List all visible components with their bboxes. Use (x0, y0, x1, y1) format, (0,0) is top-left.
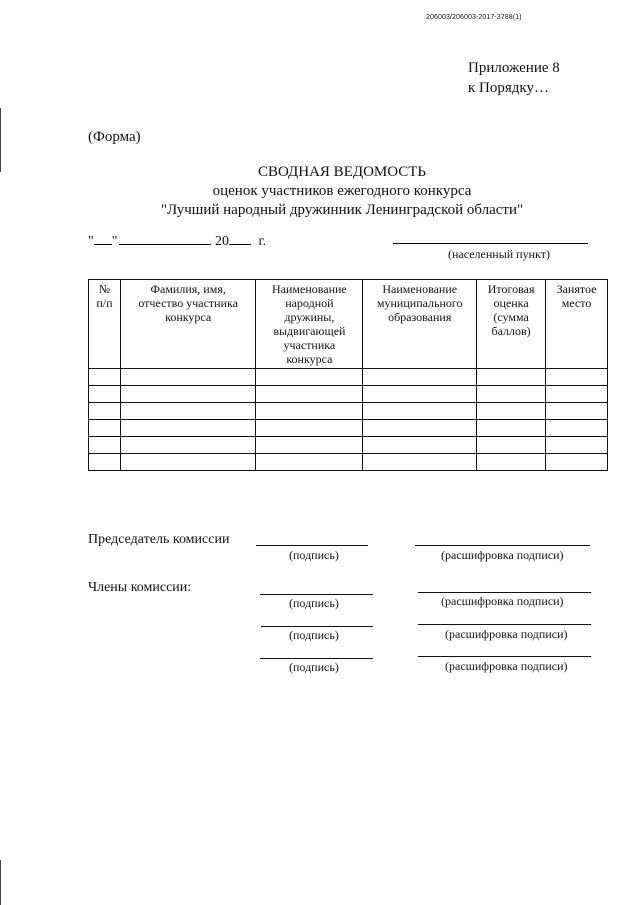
chair-label: Председатель комиссии (88, 532, 230, 547)
chair-signature-blank (256, 545, 368, 546)
member-2-signature-caption: (подпись) (289, 628, 339, 642)
table-row (89, 437, 608, 454)
table-cell (363, 403, 477, 420)
header-place-label: Занятое место (556, 282, 597, 310)
table-cell (256, 420, 363, 437)
table-cell (120, 403, 256, 420)
table-cell (363, 386, 477, 403)
table-cell (546, 420, 608, 437)
table-cell (546, 403, 608, 420)
header-total-score (477, 280, 546, 369)
table-cell (120, 437, 256, 454)
date-open-quote: " (88, 234, 94, 249)
table-cell (256, 437, 363, 454)
header-full-name (120, 280, 256, 369)
table-header-row (89, 280, 608, 369)
table-cell (546, 454, 608, 471)
title-line-1: СВОДНАЯ ВЕДОМОСТЬ (257, 164, 427, 180)
document-id: 206003/206003-2017-3788(1) (426, 14, 522, 21)
appendix-line-2: к Порядку… (468, 80, 549, 96)
table-cell (256, 369, 363, 386)
member-3-decode-blank (418, 656, 591, 657)
table-cell (120, 454, 256, 471)
chair-decode-caption: (расшифровка подписи) (441, 548, 564, 562)
header-municipality (363, 280, 477, 369)
chair-signature-caption: (подпись) (289, 548, 339, 562)
table-cell (89, 403, 121, 420)
member-1-decode-blank (418, 592, 591, 593)
document-title (0, 163, 640, 220)
year-prefix: 20 (214, 234, 229, 249)
table-cell (477, 369, 546, 386)
table-cell (120, 420, 256, 437)
table-cell (256, 403, 363, 420)
chair-decode-blank (415, 545, 590, 546)
table-cell (477, 454, 546, 471)
table-cell (256, 386, 363, 403)
header-squad-label: Наименование народной дружины, выдвигающей участника конкурса (271, 282, 347, 366)
table-row (89, 386, 608, 403)
table-cell (363, 420, 477, 437)
member-1-signature-blank (260, 594, 373, 595)
table-cell (120, 386, 256, 403)
table-cell (89, 454, 121, 471)
table-cell (477, 403, 546, 420)
scan-edge-bottom (0, 860, 1, 905)
scan-edge-top (0, 108, 1, 172)
member-2-decode-caption: (расшифровка подписи) (445, 627, 568, 641)
header-total-score-label: Итоговая оценка (сумма баллов) (487, 282, 535, 338)
table-cell (256, 454, 363, 471)
table-row (89, 369, 608, 386)
settlement-blank (393, 243, 588, 244)
appendix-reference (468, 58, 560, 98)
member-2-signature-blank (261, 626, 373, 627)
member-3-signature-caption: (подпись) (289, 660, 339, 674)
table-row (89, 454, 608, 471)
member-3-decode-caption: (расшифровка подписи) (445, 659, 568, 673)
date-line (88, 232, 266, 250)
table-cell (546, 386, 608, 403)
table-cell (89, 369, 121, 386)
table-cell (477, 420, 546, 437)
title-line-3: "Лучший народный дружинник Ленинградской области" (160, 202, 524, 218)
table-cell (363, 437, 477, 454)
year-suffix: г. (258, 234, 267, 249)
table-cell (89, 386, 121, 403)
date-close-quote: " (111, 234, 118, 249)
table-row (89, 420, 608, 437)
header-number (89, 280, 121, 369)
title-line-2: оценок участников ежегодного конкурса (212, 183, 472, 199)
table-cell (363, 369, 477, 386)
members-label: Члены комиссии: (88, 580, 192, 595)
member-1-signature-caption: (подпись) (289, 596, 339, 610)
header-municipality-label: Наименование муниципального образования (376, 282, 463, 324)
table-cell (477, 437, 546, 454)
day-blank (94, 232, 112, 245)
header-squad (256, 280, 363, 369)
table-cell (546, 369, 608, 386)
results-table (88, 279, 608, 471)
header-place (546, 280, 608, 369)
table-row (89, 403, 608, 420)
member-1-decode-caption: (расшифровка подписи) (441, 594, 564, 608)
table-cell (363, 454, 477, 471)
header-full-name-label: Фамилия, имя, отчество участника конкурса (138, 282, 238, 324)
table-cell (546, 437, 608, 454)
settlement-caption: (населенный пункт) (448, 247, 550, 261)
header-number-label: № п/п (96, 282, 113, 310)
month-blank (119, 232, 211, 245)
member-3-signature-blank (260, 658, 373, 659)
table-cell (477, 386, 546, 403)
table-cell (89, 420, 121, 437)
table-cell (120, 369, 256, 386)
appendix-line-1: Приложение 8 (468, 60, 560, 76)
table-cell (89, 437, 121, 454)
member-2-decode-blank (418, 624, 591, 625)
form-label: (Форма) (88, 129, 141, 145)
year-blank (229, 232, 251, 245)
